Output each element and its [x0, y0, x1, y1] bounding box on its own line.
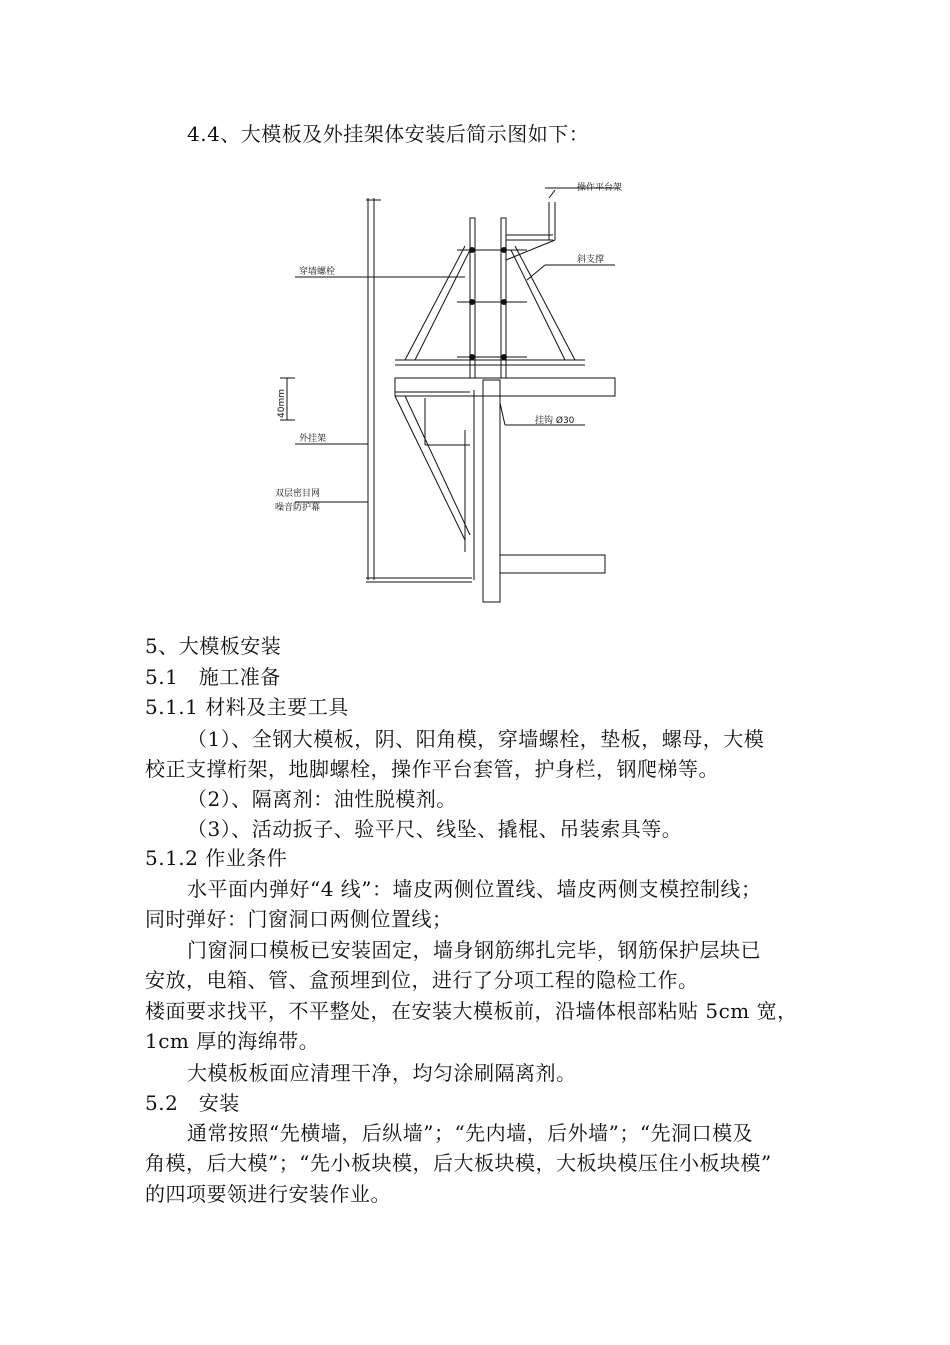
body-line: 通常按照“先横墙，后纵墙”；“先内墙，后外墙”；“先洞口模及: [187, 1121, 754, 1145]
body-line: 角模，后大模”；“先小板块模，后大板块模，大板块模压住小板块模”: [145, 1151, 772, 1175]
label-through-bolt: 穿墙螺栓: [299, 267, 336, 277]
heading-5-1: 5.1 施工准备: [145, 665, 281, 689]
body-line: 校正支撑桁架，地脚螺栓，操作平台套管，护身栏，钢爬梯等。: [145, 757, 719, 781]
label-outer-frame: 外挂架: [299, 434, 327, 444]
body-line: 1cm 厚的海绵带。: [145, 1029, 320, 1053]
label-hook: 挂钩 Ø30: [535, 416, 575, 426]
formwork-diagram: [265, 180, 630, 610]
label-net-line2: 噪音防护幕: [275, 503, 321, 513]
body-line: （1）、全钢大模板，阴、阳角模，穿墙螺栓，垫板，螺母，大模: [187, 727, 765, 751]
heading-5-1-2: 5.1.2 作业条件: [145, 846, 288, 870]
body-line: 楼面要求找平，不平整处，在安装大模板前，沿墙体根部粘贴 5cm 宽，: [145, 999, 798, 1023]
heading-5-2: 5.2 安装: [145, 1091, 240, 1115]
body-line: 同时弹好：门窗洞口两侧位置线；: [145, 907, 453, 931]
body-line: 水平面内弹好“4 线”：墙皮两侧位置线、墙皮两侧支模控制线；: [187, 877, 762, 901]
label-diagonal: 斜支撑: [577, 255, 605, 265]
body-line: （2）、隔离剂：油性脱模剂。: [187, 787, 457, 811]
label-platform: 操作平台架: [577, 183, 623, 193]
figure-caption: 4.4、大模板及外挂架体安装后简示图如下：: [187, 122, 590, 146]
label-net-line1: 双层密目网: [275, 489, 321, 499]
label-dim: 40mm: [277, 389, 287, 418]
body-line: 安放，电箱、管、盒预埋到位，进行了分项工程的隐检工作。: [145, 968, 699, 992]
body-line: （3）、活动扳子、验平尺、线坠、撬棍、吊装索具等。: [187, 817, 683, 841]
body-line: 的四项要领进行安装作业。: [145, 1182, 391, 1206]
body-line: 门窗洞口模板已安装固定，墙身钢筋绑扎完毕，钢筋保护层块已: [187, 938, 761, 962]
heading-5-1-1: 5.1.1 材料及主要工具: [145, 695, 349, 719]
body-line: 大模板板面应清理干净，均匀涂刷隔离剂。: [187, 1061, 577, 1085]
heading-5: 5、大模板安装: [145, 634, 282, 658]
